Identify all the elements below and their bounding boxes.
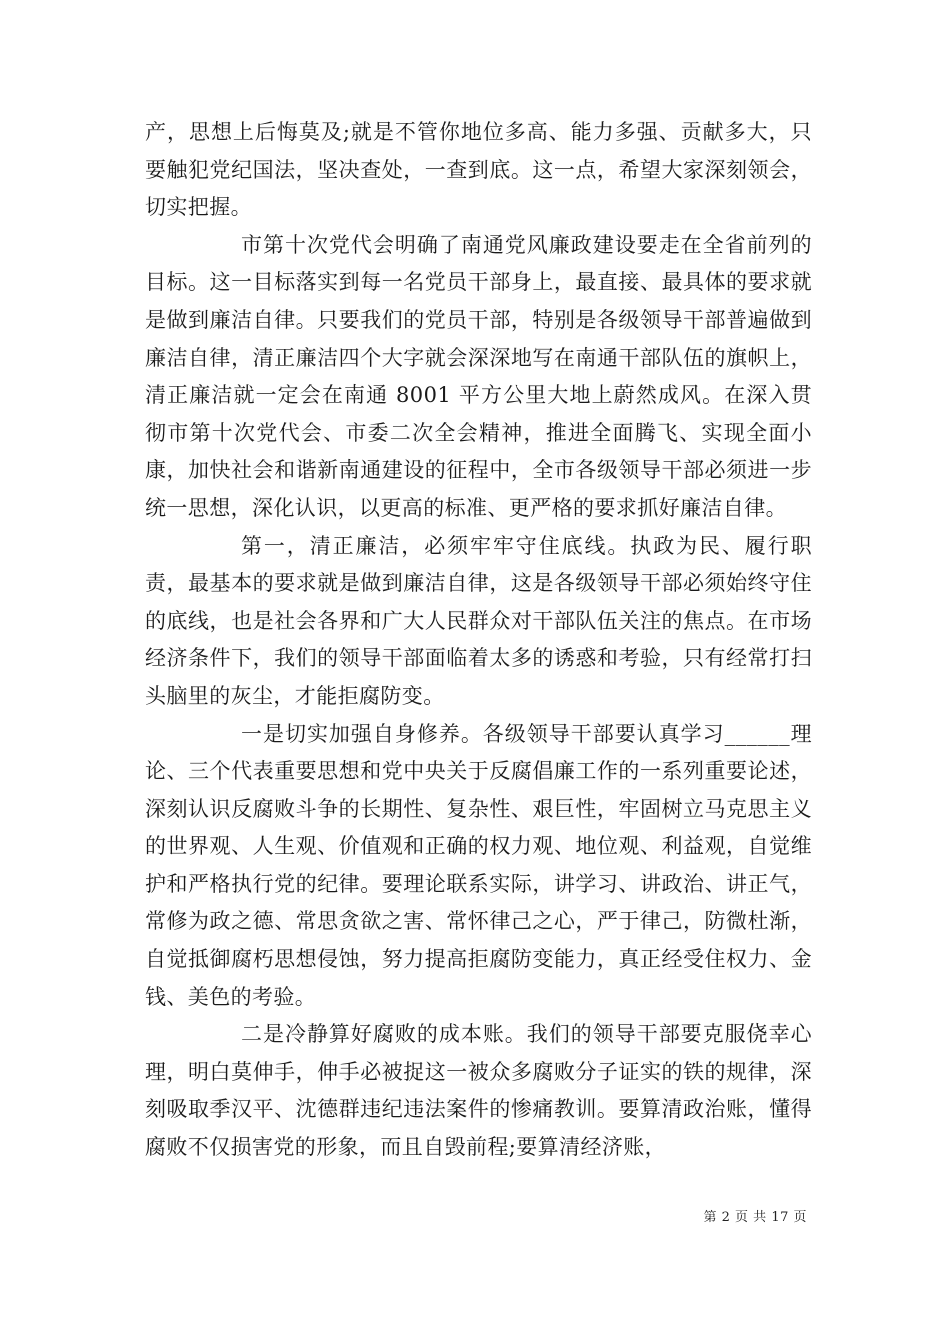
paragraph-2: 市第十次党代会明确了南通党风廉政建设要走在全省前列的目标。这一目标落实到每一名党员干部身上，最直接、最具体的要求就是做到廉洁自律。只要我们的党员干部，特别是各级领导干部普遍做到廉洁自律，清正廉洁四个大字就会深深地写在南通干部队伍的旗帜上，清正廉洁就一定会在南通 8001 平方公里大地上蔚然成风。在深入贯彻市第十次党代会、市委二次全会精神，推进全面腾飞、实现全面小康，加快社会和谐新南通建设的征程中，全市各级领导干部必须进一步统一思想，深化认识，以更高的标准、更严格的要求抓好廉洁自律。 [145,232,812,520]
page-number-footer: 第 2 页 共 17 页 [703,1210,807,1225]
paragraph-5: 二是冷静算好腐败的成本账。我们的领导干部要克服侥幸心理，明白莫伸手，伸手必被捉这一被众多腐败分子证实的铁的规律，深刻吸取季汉平、沈德群违纪违法案件的惨痛教训。要算清政治账，懂得腐败不仅损害党的形象，而且自毁前程;要算清经济账， [145,1022,812,1160]
paragraph-4: 一是切实加强自身修养。各级领导干部要认真学习______理论、三个代表重要思想和党中央关于反腐倡廉工作的一系列重要论述，深刻认识反腐败斗争的长期性、复杂性、艰巨性，牢固树立马克思主义的世界观、人生观、价值观和正确的权力观、地位观、利益观，自觉维护和严格执行党的纪律。要理论联系实际，讲学习、讲政治、讲正气，常修为政之德、常思贪欲之害、常怀律己之心，严于律己，防微杜渐，自觉抵御腐朽思想侵蚀，努力提高拒腐防变能力，真正经受住权力、金钱、美色的考验。 [145,721,812,1009]
document-body [145,114,812,1167]
paragraph-1: 产，思想上后悔莫及;就是不管你地位多高、能力多强、贡献多大，只要触犯党纪国法，坚决查处，一查到底。这一点，希望大家深刻领会，切实把握。 [145,120,812,220]
paragraph-3: 第一，清正廉洁，必须牢牢守住底线。执政为民、履行职责，最基本的要求就是做到廉洁自律，这是各级领导干部必须始终守住的底线，也是社会各界和广大人民群众对干部队伍关注的焦点。在市场经济条件下，我们的领导干部面临着太多的诱惑和考验，只有经常打扫头脑里的灰尘，才能拒腐防变。 [145,533,812,708]
